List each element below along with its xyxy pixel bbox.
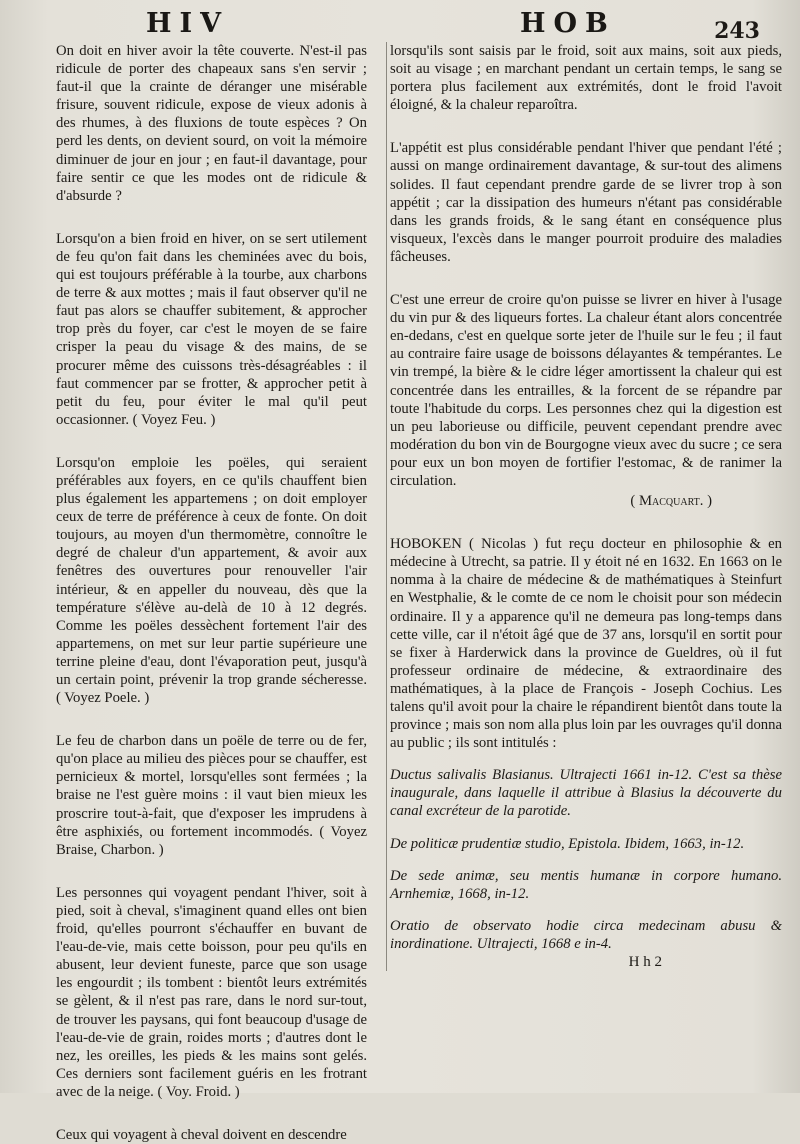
right-column [386, 42, 782, 971]
author-signature: ( Macquart. ) [630, 493, 712, 510]
bibliography-item: Oratio de observato hodie circa medecinam abusu & inordinatione. Ultrajecti, 1668 e in-4. [390, 917, 782, 952]
running-header-left: HIV [146, 8, 230, 39]
paragraph: Le feu de charbon dans un poële de terre ou de fer, qu'on place au milieu des pièces pour se chauffer, est pernicieux & mortel, lorsqu'elles sont fermées ; la braise ne l'est guère moins : il vaut bien mieux les proscrire tout-à-fait, que d'exposer les imprudens à être asphixiés, ou fortement incommodés. ( Voyez Braise, Charbon. ) [56, 733, 367, 858]
paragraph: L'appétit est plus considérable pendant l'hiver que pendant l'été ; aussi on mange ordinairement davantage, & sur-tout des alimens solides. Il faut cependant prendre garde de se livrer trop à son appétit ; car la dissipation des humeurs n'étant pas considérable dans les grands froids, & le sang étant en conséquence plus visqueux, l'excès dans le manger pourroit produire des maladies fâcheuses. [390, 140, 782, 265]
running-header-right: HOB [520, 8, 616, 39]
paragraph: On doit en hiver avoir la tête couverte. N'est-il pas ridicule de porter des chapeaux sans s'en servir ; faut-il que la crainte de déranger une misérable frisure, souvent ridicule, expose de vieux adonis à des rhumes, à des fluxions de toute espèces ? On perd les dents, on devient sourd, on voit la mémoire diminuer de jour en jour ; en faut-il davantage, pour faire sentir ce que les modes ont de ridicule & d'absurde ? [56, 43, 367, 204]
left-column [56, 42, 367, 1144]
bibliography-item: Ductus salivalis Blasianus. Ultrajecti 1661 in-12. C'est sa thèse inaugurale, dans laquelle il attribue à Blasius la découverte du canal excréteur de la parotide. [390, 767, 782, 820]
page-number: 243 [714, 18, 760, 44]
paragraph: Lorsqu'on a bien froid en hiver, on se sert utilement de feu qu'on fait dans les cheminées avec du bois, qui est toujours préférable à la tourbe, aux charbons de terre & aux mottes ; mais il faut observer qu'il ne faut pas alors se chauffer subitement, & approcher trop près du foyer, car c'est le moyen de se faire crisper la peau du visage & des mains, de se procurer même des cuissons très-désagréables : il faut commencer par se frotter, & approcher petit à petit du feu, pour éviter le mal qu'il peut occasionner. ( Voyez Feu. ) [56, 230, 367, 428]
bibliography-item: De sede animæ, seu mentis humanæ in corpore humano. Arnhemiæ, 1668, in-12. [390, 867, 782, 902]
paragraph: Lorsqu'on emploie les poëles, qui seraient préférables aux foyers, en ce qu'ils chauffent bien plus également les appartemens ; on doit employer ceux de terre de préférence à ceux de fonte. On doit toujours, au moyen d'un thermomètre, connoître le degré de chaleur d'un appartement, & avoir aux fenêtres des ouvertures pour renouveller l'air intérieur, & en appeller du nouveau, dès que la température s'élève au-delà de 10 à 12 degrés. Comme les poëles dessèchent fortement l'air des appartemens, on met sur leur partie supérieure une terrine pleine d'eau, dont l'évaporation peut, jusqu'à un certain point, prévenir la trop grande sécheresse. ( Voyez Poele. ) [56, 454, 367, 707]
biography-entry: HOBOKEN ( Nicolas ) fut reçu docteur en philosophie & en médecine à Utrecht, sa patrie. Il y étoit né en 1632. En 1663 on le nomma à la chaire de médecine & de mathématiques à Steinfurt en Westphalie, & le comte de ce nom le choisit pour son médecin ordinaire. Il y a apparence qu'il ne demeura pas long-temps dans cette ville, car il n'étoit âgé que de 37 ans, lorsqu'il en sortit pour se fixer à Harderwick dans la province de Gueldres, où il fut professeur ordinaire de médecine, & extraordinaire des mathématiques, à la place de François - Joseph Cochius. Les talens qu'il avoit pour la chaire le répandirent bientôt dans toute la province ; mais son nom alla plus loin par les ouvrages qu'il donna au public ; ils sont intitulés : [390, 536, 782, 752]
paragraph: lorsqu'ils sont saisis par le froid, soit aux mains, soit aux pieds, soit au visage ; en marchant pendant un certain temps, le sang se portera plus facilement aux extrémités, dont le froid l'avoit éloigné, & la chaleur reparoîtra. [390, 43, 782, 114]
gathering-signature: H h 2 [628, 954, 662, 971]
paragraph: Ceux qui voyagent à cheval doivent en descendre [56, 1126, 347, 1143]
paragraph: C'est une erreur de croire qu'on puisse se livrer en hiver à l'usage du vin pur & des liqueurs fortes. La chaleur étant alors concentrée en-dedans, c'est en quelque sorte jeter de l'huile sur le feu ; il faut au contraire faire usage de boissons délayantes & tempérantes. Le vin trempé, la bière & le cidre léger amortissent la chaleur qui est concentrée dans les entrailles, & la forcent de se répandre par toute l'habitude du corps. Les personnes chez qui la digestion est un peu laborieuse ou difficile, peuvent cependant prendre avec modération du bon vin de Bourgogne vieux avec du sucre ; ce sera pour eux un bon moyen de fortifier l'estomac, & de ranimer la circulation. [390, 292, 782, 489]
bibliography-item: De politicæ prudentiæ studio, Epistola. Ibidem, 1663, in-12. [390, 835, 745, 852]
paragraph: Les personnes qui voyagent pendant l'hiver, soit à pied, soit à cheval, s'imaginent quand elles ont bien froid, qu'elles pourront s'échauffer en buvant de l'eau-de-vie, mais cette boisson, pour peu qu'ils en abusent, leur devient funeste, parce que son usage les engourdit ; ils tombent : bientôt leurs extrémités se gèlent, & il n'est pas rare, dans le nord sur-tout, de trouver les paysans, qui font beaucoup d'usage de l'eau-de-vie de grain, roides morts ; d'autres dont le nez, les oreilles, les pieds & les mains sont gelés. Ces derniers sont facilement guéris en les frotrant avec de la neige. ( Voy. Froid. ) [56, 884, 367, 1100]
